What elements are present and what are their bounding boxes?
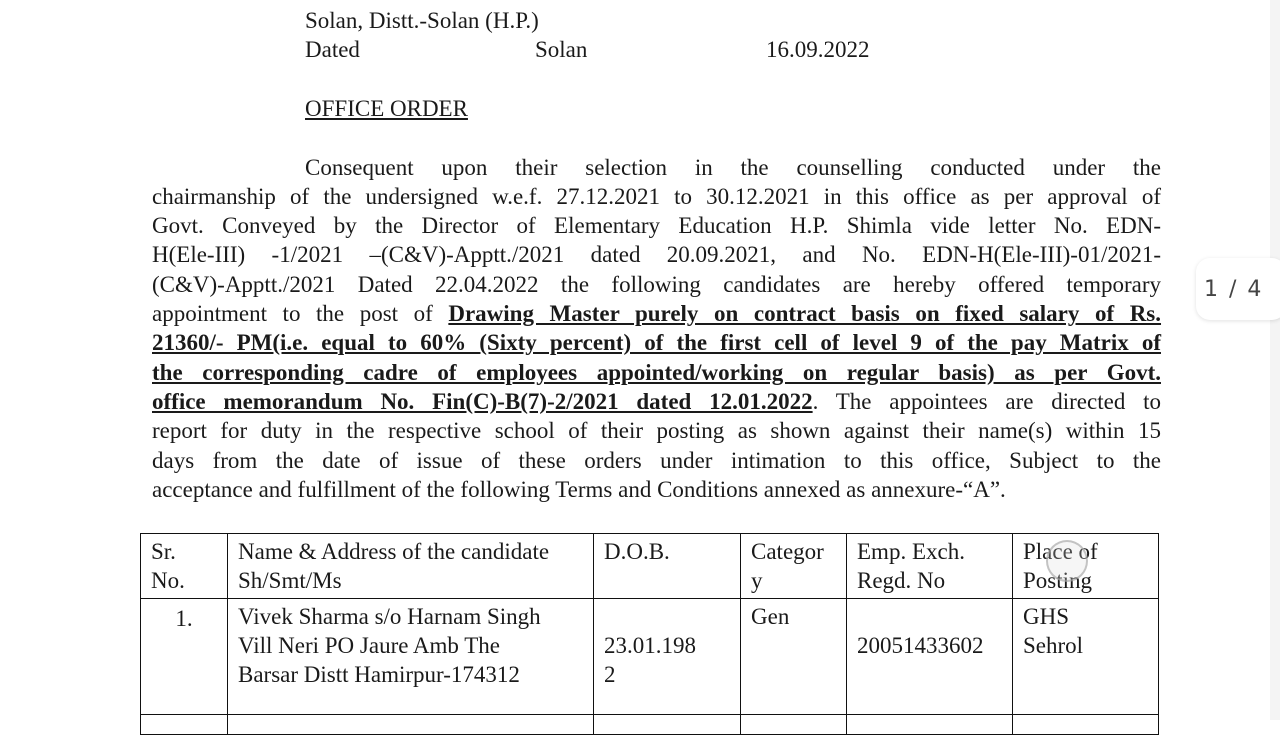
salary-clause-2: 21360/- PM(i.e. equal to 60% (Sixty percent) of the first cell of level 9 of the pay Matrix of xyxy=(152,330,1161,355)
body-line-12: acceptance and fulfillment of the following Terms and Conditions annexed as annexure-“A”. xyxy=(152,477,1006,502)
order-title: OFFICE ORDER xyxy=(305,96,468,121)
row-next-cell xyxy=(741,715,847,735)
row-name-l3: Barsar Distt Hamirpur-174312 xyxy=(238,662,520,687)
salary-clause-4: office memorandum No. Fin(C)-B(7)-2/2021 dated 12.01.2022 xyxy=(152,389,813,414)
row-place xyxy=(1013,599,1159,715)
row-name-l1: Vivek Sharma s/o Harnam Singh xyxy=(238,604,541,629)
body-line-4: H(Ele-III) -1/2021 –(C&V)-Apptt./2021 dated 20.09.2021, and No. EDN-H(Ele-III)-01/2021- xyxy=(152,242,1161,267)
row-next-cell xyxy=(594,715,741,735)
header-place-l2: Posting xyxy=(1023,568,1093,593)
row-sr xyxy=(141,599,228,715)
dated-place: Solan xyxy=(535,37,588,62)
body-line-9 xyxy=(152,387,1161,416)
body-line-6 xyxy=(152,299,1161,328)
row-next-cell xyxy=(228,715,594,735)
row-name-l2: Vill Neri PO Jaure Amb The xyxy=(238,633,501,658)
body-line-1: Consequent upon their selection in the counselling conducted under the xyxy=(305,155,1161,180)
header-sr-no xyxy=(141,534,228,599)
row-next-cell xyxy=(141,715,228,735)
header-sr-l2: No. xyxy=(151,568,185,593)
row-name-address xyxy=(228,599,594,715)
body-line-2: chairmanship of the undersigned w.e.f. 27.12.2021 to 30.12.2021 in this office as per approval of xyxy=(152,184,1161,209)
row-place-l1: GHS xyxy=(1023,604,1070,629)
header-name-l2: Sh/Smt/Ms xyxy=(238,568,342,593)
scrollbar[interactable] xyxy=(1270,0,1280,720)
body-line-7 xyxy=(152,328,1161,357)
salary-clause-3: the corresponding cadre of employees appointed/working on regular basis) as per Govt. xyxy=(152,360,1161,385)
header-cat-l1: Categor xyxy=(751,539,824,564)
header-name-l1: Name & Address of the candidate xyxy=(238,539,550,564)
row-emp-regd xyxy=(847,599,1013,715)
row-dob-l1: 23.01.198 xyxy=(604,633,696,658)
row-category xyxy=(741,599,847,715)
dated-label: Dated xyxy=(305,37,360,62)
row-dob-l2: 2 xyxy=(604,662,616,687)
header-sr-l1: Sr. xyxy=(151,539,176,564)
body-line-5: (C&V)-Apptt./2021 Dated 22.04.2022 the following candidates are hereby offered temporary xyxy=(152,272,1161,297)
row-place-l2: Sehrol xyxy=(1023,633,1084,658)
row-category-value: Gen xyxy=(751,604,790,629)
header-dob xyxy=(594,534,741,599)
header-emp-l2: Regd. No xyxy=(857,568,946,593)
office-address: Solan, Distt.-Solan (H.P.) xyxy=(305,8,539,33)
row-next-cell xyxy=(847,715,1013,735)
header-emp-regd xyxy=(847,534,1013,599)
row-sr-value: 1. xyxy=(175,606,193,631)
table-header-row xyxy=(141,534,1159,599)
table-row xyxy=(141,599,1159,715)
body-line-11: days from the date of issue of these orders under intimation to this office, Subject to the xyxy=(152,448,1161,473)
body-line-9-post: . The appointees are directed to xyxy=(812,389,1161,414)
header-emp-l1: Emp. Exch. xyxy=(857,539,965,564)
header-place-l1: Place of xyxy=(1023,539,1098,564)
salary-clause-1: Drawing Master purely on contract basis on fixed salary of Rs. xyxy=(448,301,1162,326)
body-line-8 xyxy=(152,358,1161,387)
header-dob-label: D.O.B. xyxy=(604,539,670,564)
table-row xyxy=(141,715,1159,735)
row-dob xyxy=(594,599,741,715)
body-line-3: Govt. Conveyed by the Director of Elementary Education H.P. Shimla vide letter No. EDN- xyxy=(152,213,1161,238)
header-category xyxy=(741,534,847,599)
row-emp-regd-value: 20051433602 xyxy=(857,633,984,658)
touch-indicator xyxy=(1046,540,1088,582)
page-indicator-text: 1 / 4 xyxy=(1204,276,1264,302)
body-line-6-pre: appointment to the post of xyxy=(152,301,449,326)
page-indicator xyxy=(1196,258,1280,320)
header-name xyxy=(228,534,594,599)
candidates-table xyxy=(140,533,1159,735)
order-date: 16.09.2022 xyxy=(766,37,870,62)
header-cat-l2: y xyxy=(751,568,763,593)
body-line-10: report for duty in the respective school of their posting as shown against their name(s) within 15 xyxy=(152,418,1161,443)
row-next-cell xyxy=(1013,715,1159,735)
